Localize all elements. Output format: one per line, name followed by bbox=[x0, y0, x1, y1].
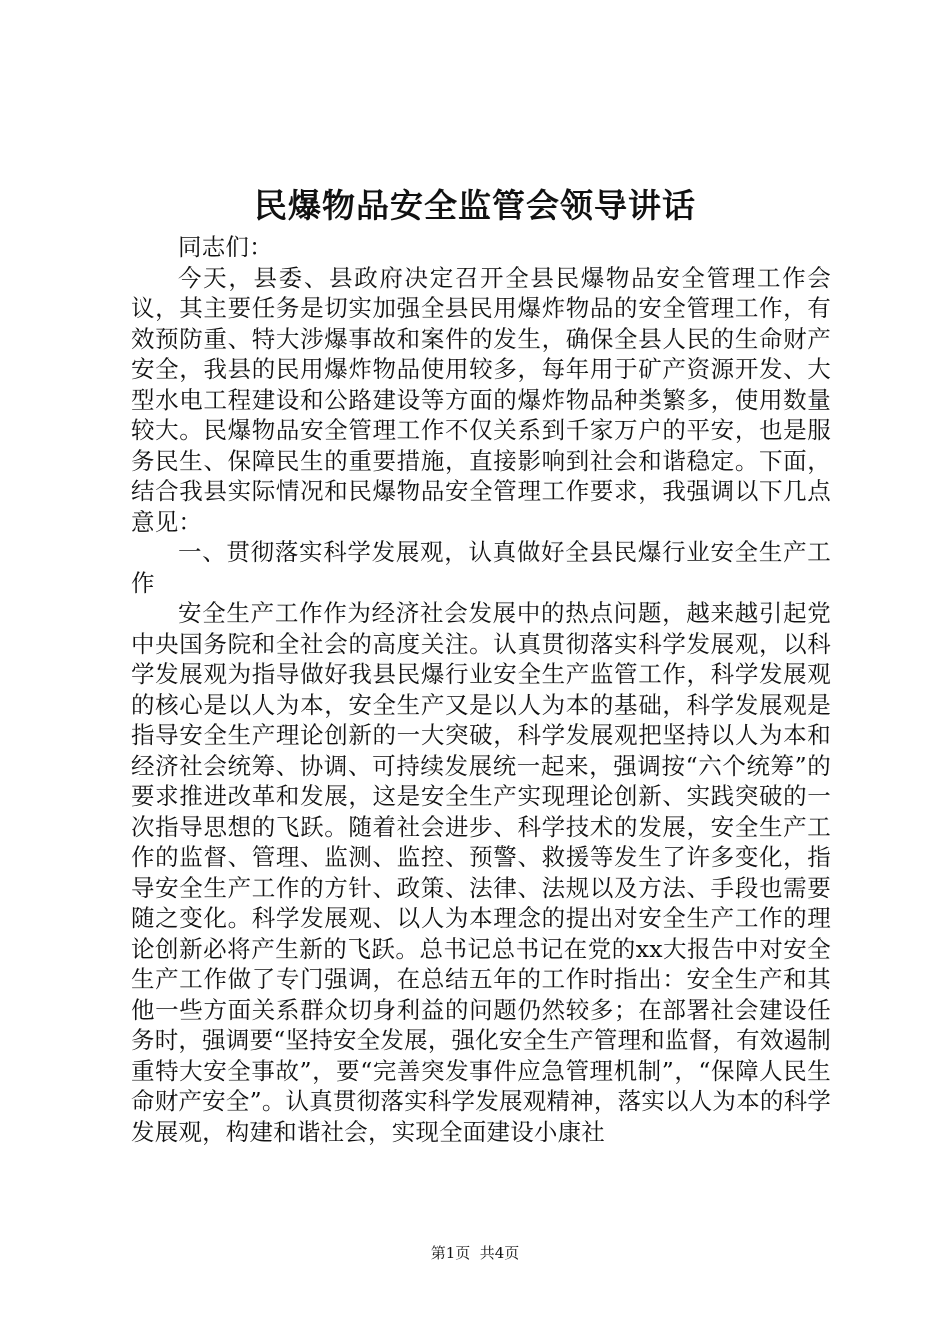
body-paragraph: 安全生产工作作为经济社会发展中的热点问题，越来越引起党中央国务院和全社会的高度关注。认真贯彻落实科学发展观，以科学发展观为指导做好我县民爆行业安全生产监管工作，科学发展观的核心是以人为本，安全生产又是以人为本的基础，科学发展观是指导安全生产理论创新的一大突破，科学发展观把坚持以人为本和经济社会统筹、协调、可持续发展统一起来，强调按“六个统筹”的要求推进改革和发展，这是安全生产实现理论创新、实践突破的一次指导思想的飞跃。随着社会进步、科学技术的发展，安全生产工作的监督、管理、监测、监控、预警、救援等发生了许多变化，指导安全生产工作的方针、政策、法律、法规以及方法、手段也需要随之变化。科学发展观、以人为本理念的提出对安全生产工作的理论创新必将产生新的飞跃。总书记总书记在党的xx大报告中对安全生产工作做了专门强调，在总结五年的工作时指出：安全生产和其他一些方面关系群众切身利益的问题仍然较多；在部署社会建设任务时，强调要“坚持安全发展，强化安全生产管理和监督，有效遏制重特大安全事故”，要“完善突发事件应急管理机制”，“保障人民生命财产安全”。认真贯彻落实科学发展观精神，落实以人为本的科学发展观，构建和谐社会，实现全面建设小康社 bbox=[131, 599, 831, 1146]
document-body bbox=[131, 232, 831, 1147]
page-number-label: 第1页 共4页 bbox=[430, 1244, 520, 1262]
document-title: 民爆物品安全监管会领导讲话 bbox=[254, 186, 696, 225]
salutation-paragraph: 同志们： bbox=[178, 233, 273, 261]
page-footer bbox=[0, 1242, 950, 1264]
section-heading-paragraph: 一、贯彻落实科学发展观，认真做好全县民爆行业安全生产工作 bbox=[131, 538, 831, 597]
intro-paragraph: 今天，县委、县政府决定召开全县民爆物品安全管理工作会议，其主要任务是切实加强全县民用爆炸物品的安全管理工作，有效预防重、特大涉爆事故和案件的发生，确保全县人民的生命财产安全，我县的民用爆炸物品使用较多，每年用于矿产资源开发、大型水电工程建设和公路建设等方面的爆炸物品种类繁多，使用数量较大。民爆物品安全管理工作不仅关系到千家万户的平安，也是服务民生、保障民生的重要措施，直接影响到社会和谐稳定。下面，结合我县实际情况和民爆物品安全管理工作要求，我强调以下几点意见： bbox=[131, 263, 831, 536]
